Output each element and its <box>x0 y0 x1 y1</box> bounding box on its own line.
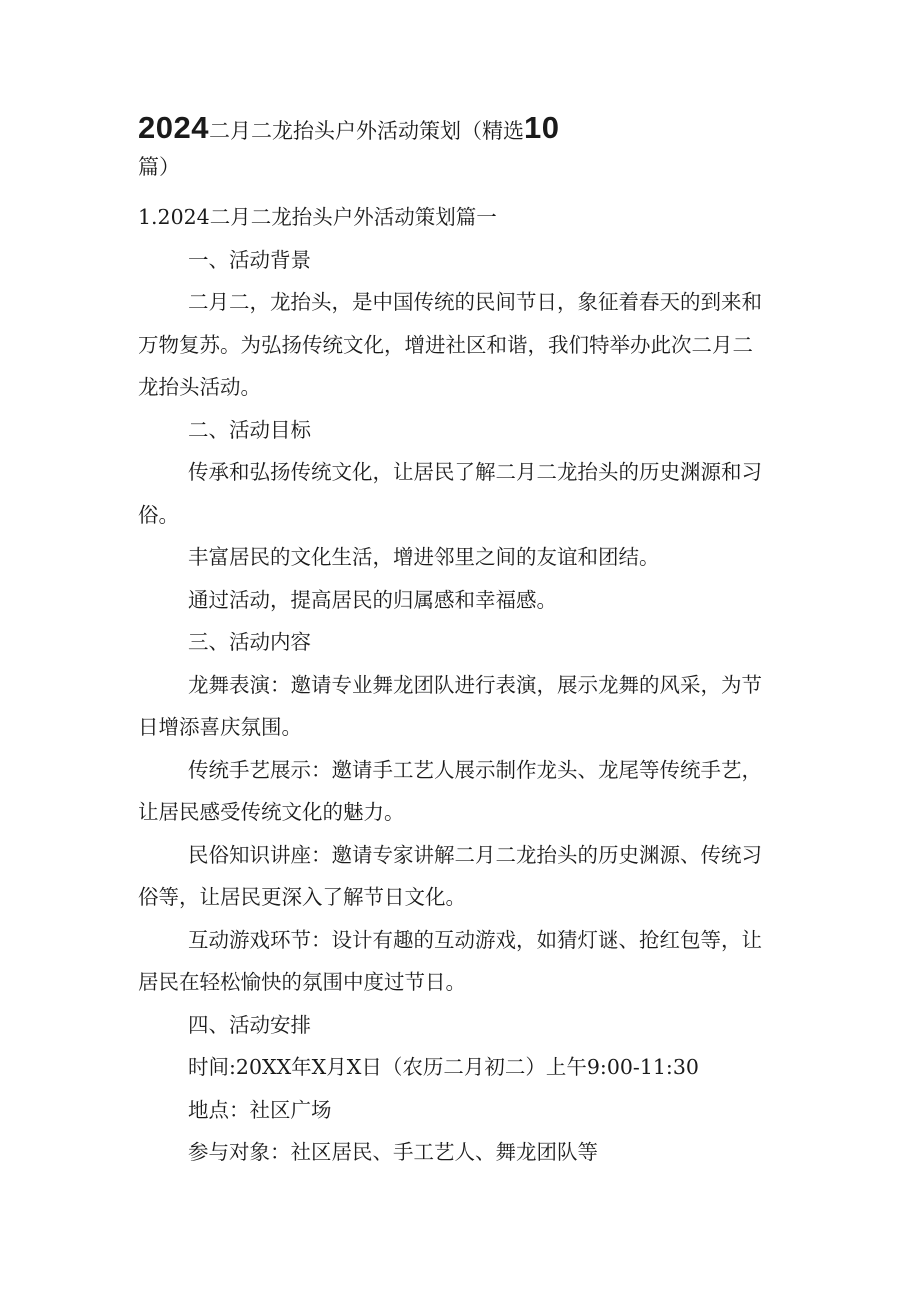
paragraph-line: 丰富居民的文化生活，增进邻里之间的友谊和团结。 <box>188 545 660 569</box>
article-subheading: 1.2024二月二龙抬头户外活动策划篇一 <box>138 205 497 229</box>
paragraph-line: 万物复苏。为弘扬传统文化，增进社区和谐，我们特举办此次二月二 <box>138 332 753 357</box>
paragraph-line: 俗等，让居民更深入了解节日文化。 <box>138 885 466 909</box>
section-heading-background: 一、活动背景 <box>188 247 311 272</box>
paragraph-line: 民俗知识讲座：邀请专家讲解二月二龙抬头的历史渊源、传统习 <box>188 842 762 867</box>
paragraph-line: 日增添喜庆氛围。 <box>138 715 302 739</box>
section-heading-schedule: 四、活动安排 <box>188 1012 311 1037</box>
paragraph-line: 居民在轻松愉快的氛围中度过节日。 <box>138 970 466 994</box>
title-line-2: 篇） <box>138 155 180 179</box>
title-count: 10 <box>523 110 560 145</box>
document-title <box>138 108 798 182</box>
schedule-time: 时间:20XX年X月X日（农历二月初二）上午9:00-11:30 <box>188 1055 699 1079</box>
section-heading-content: 三、活动内容 <box>188 630 311 654</box>
section-heading-goal: 二、活动目标 <box>188 417 311 442</box>
paragraph-line: 传承和弘扬传统文化，让居民了解二月二龙抬头的历史渊源和习 <box>188 460 762 484</box>
schedule-place: 地点：社区广场 <box>188 1097 332 1122</box>
paragraph-line: 传统手艺展示：邀请手工艺人展示制作龙头、龙尾等传统手艺， <box>188 757 762 782</box>
paragraph-line: 二月二，龙抬头，是中国传统的民间节日，象征着春天的到来和 <box>188 290 762 314</box>
paragraph-line: 龙舞表演：邀请专业舞龙团队进行表演，展示龙舞的风采，为节 <box>188 672 762 697</box>
title-line-1 <box>138 108 798 148</box>
paragraph-line: 俗。 <box>138 502 179 527</box>
title-year: 2024 <box>138 110 209 145</box>
paragraph-line: 通过活动，提高居民的归属感和幸福感。 <box>188 587 557 612</box>
title-middle: 二月二龙抬头户外活动策划（精选 <box>208 119 524 143</box>
paragraph-line: 龙抬头活动。 <box>138 375 261 399</box>
document-body <box>138 196 788 1174</box>
paragraph-line: 互动游戏环节：设计有趣的互动游戏，如猜灯谜、抢红包等，让 <box>188 927 762 952</box>
paragraph-line: 让居民感受传统文化的魅力。 <box>138 800 405 824</box>
schedule-participants: 参与对象：社区居民、手工艺人、舞龙团队等 <box>188 1140 598 1164</box>
